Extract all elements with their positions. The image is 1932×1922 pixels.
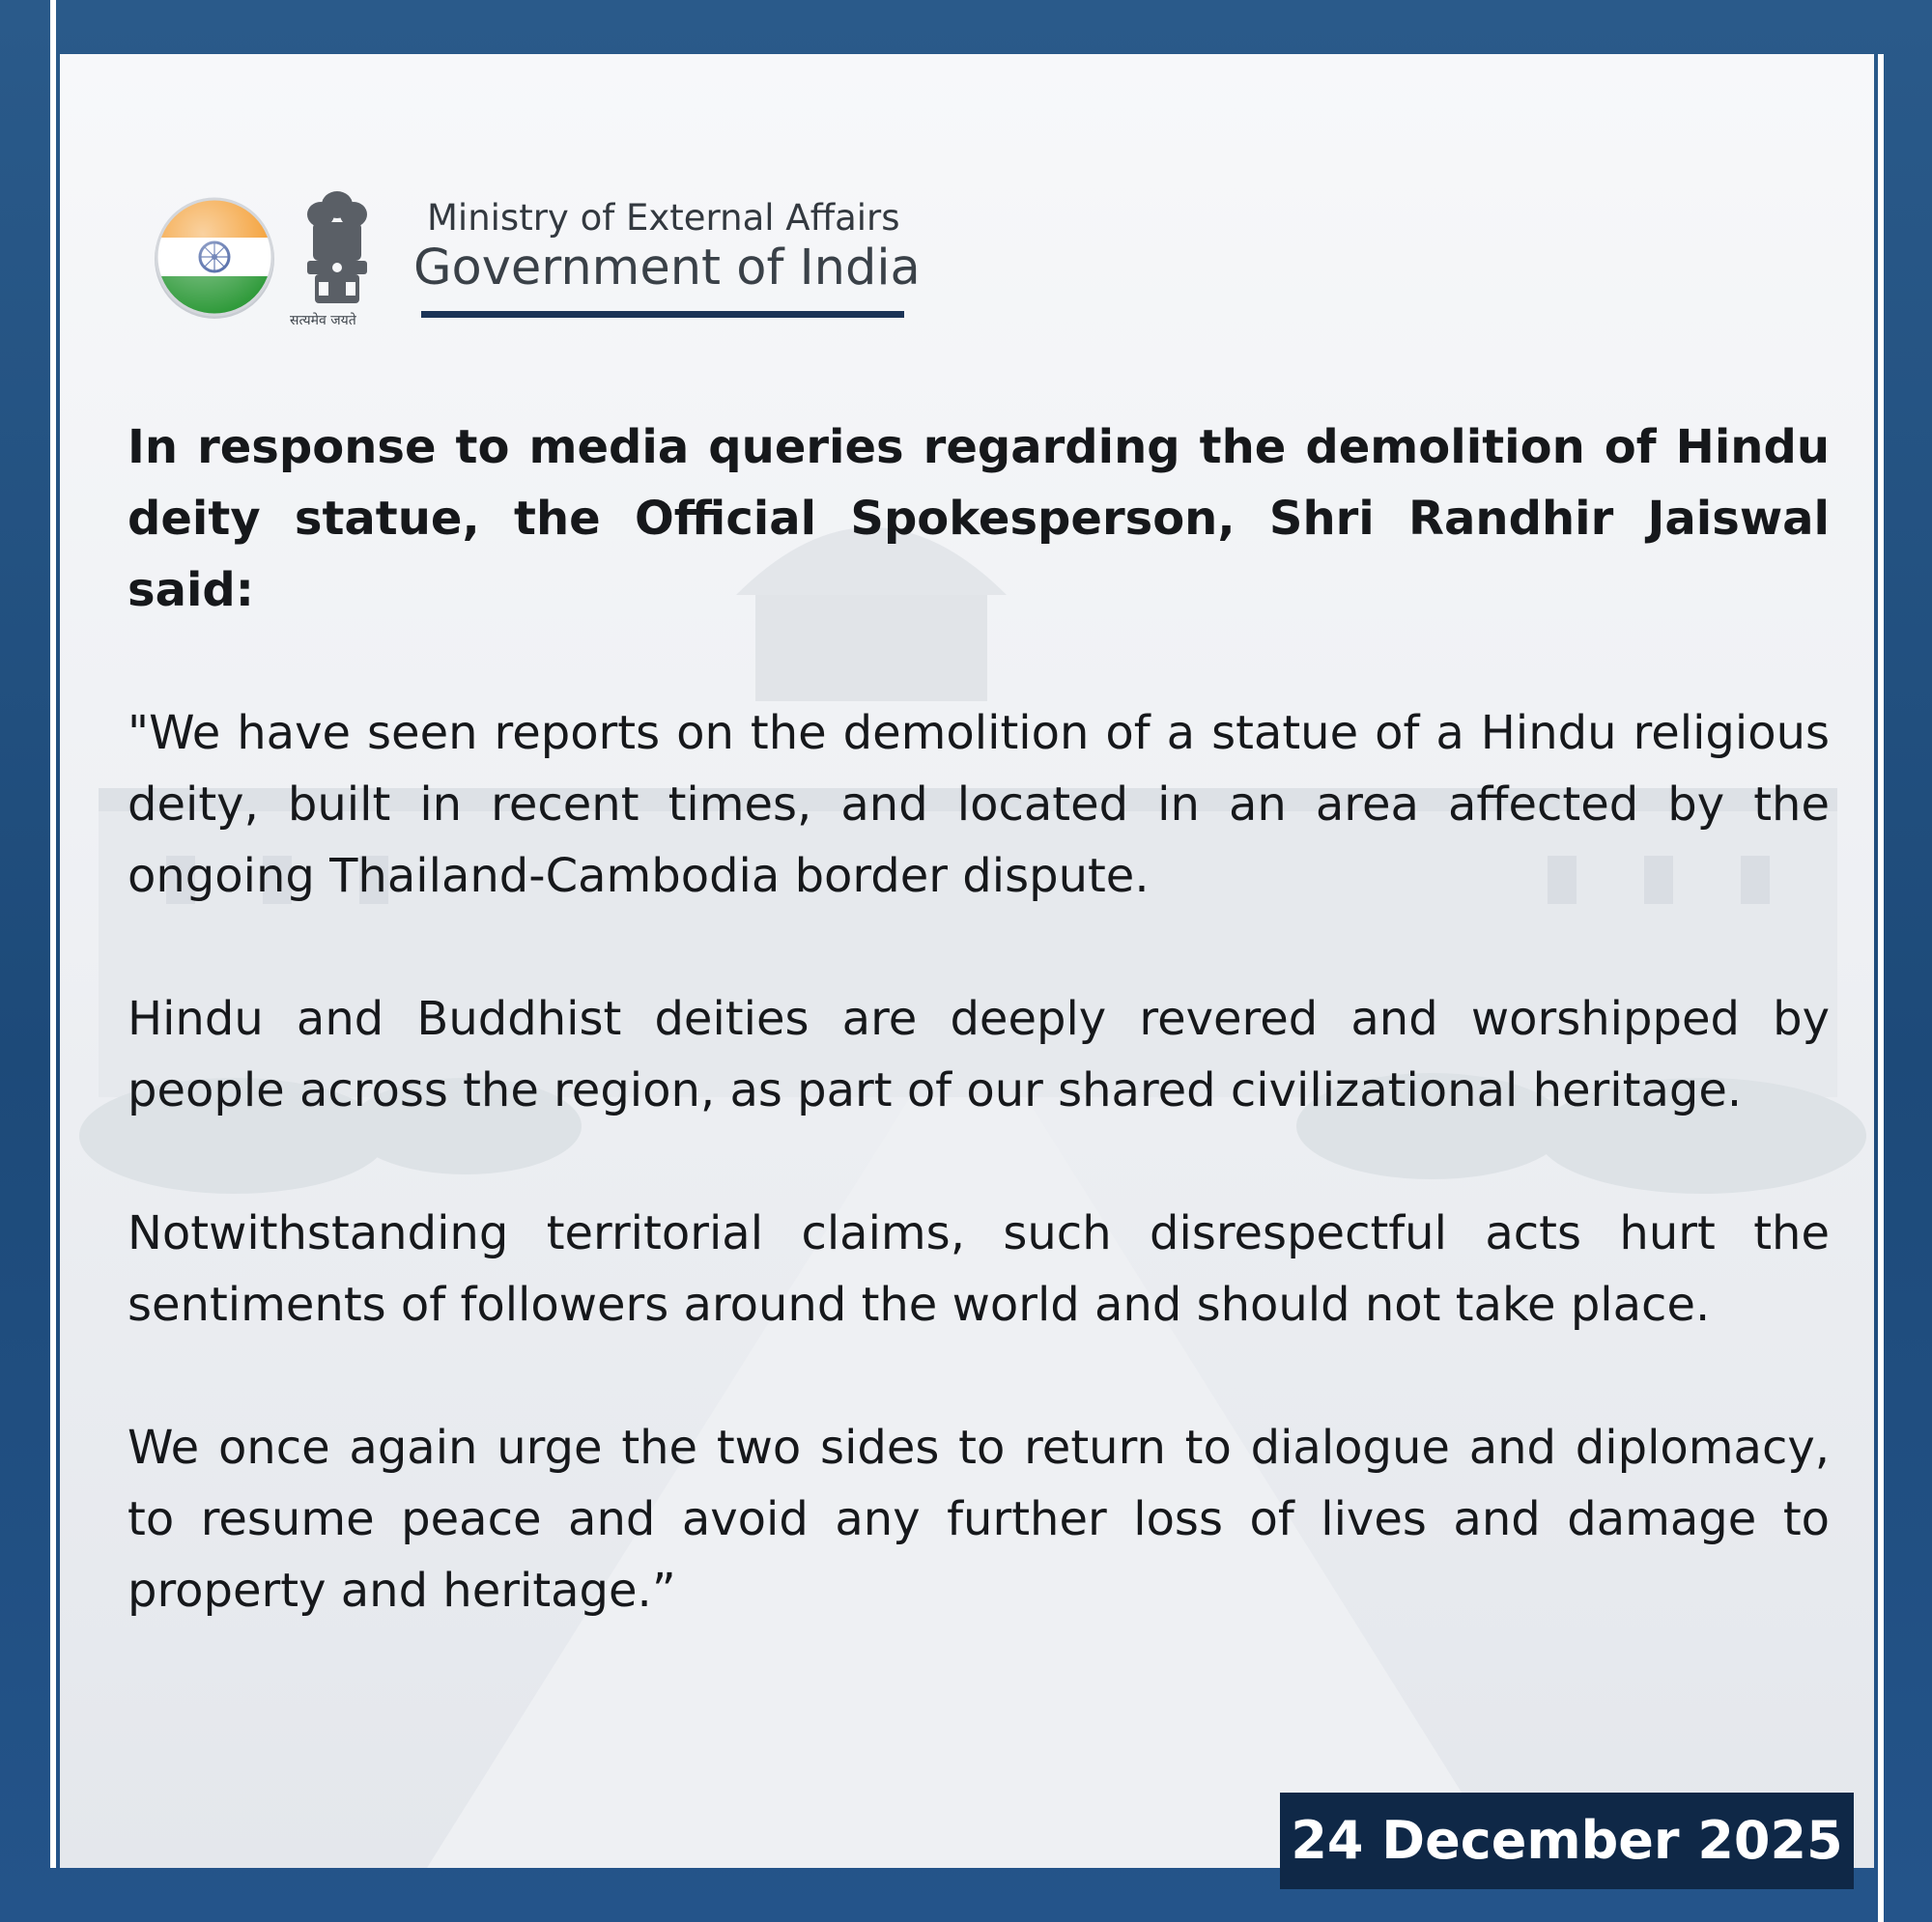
statement-paragraph-4: We once again urge the two sides to return to dialogue and diplomacy, to resume peace and avoid any further loss of lives and damage to property and heritage.”	[128, 1421, 1830, 1618]
header-underline	[421, 311, 904, 318]
frame-left-border	[50, 0, 56, 1868]
statement-paragraph-2: Hindu and Buddhist deities are deeply revered and worshipped by people across the region, as part of our shared civilizational heritage.	[128, 992, 1830, 1117]
statement-date: 24 December 2025	[1291, 1810, 1843, 1871]
india-flag-badge-icon	[153, 195, 276, 319]
statement-body	[128, 411, 1830, 1698]
statement-paragraph-1: "We have seen reports on the demolition of a statue of a Hindu religious deity, built in recent times, and located in an area affected by the ongoing Thailand-Cambodia border dispute.	[128, 706, 1830, 903]
statement-paragraph-3: Notwithstanding territorial claims, such disrespectful acts hurt the sentiments of followers around the world and should not take place.	[128, 1206, 1830, 1332]
statement-panel	[60, 54, 1874, 1868]
statement-lead: In response to media queries regarding the demolition of Hindu deity statue, the Official Spokesperson, Shri Randhir Jaiswal said:	[128, 420, 1830, 617]
ashoka-emblem-icon	[294, 185, 381, 321]
frame-right-border	[1878, 54, 1884, 1922]
emblem-motto: सत्यमेव जयते	[290, 313, 356, 328]
ministry-name: Ministry of External Affairs	[427, 197, 900, 239]
date-badge	[1280, 1793, 1854, 1889]
ministry-header	[153, 147, 954, 340]
government-name: Government of India	[413, 240, 921, 297]
